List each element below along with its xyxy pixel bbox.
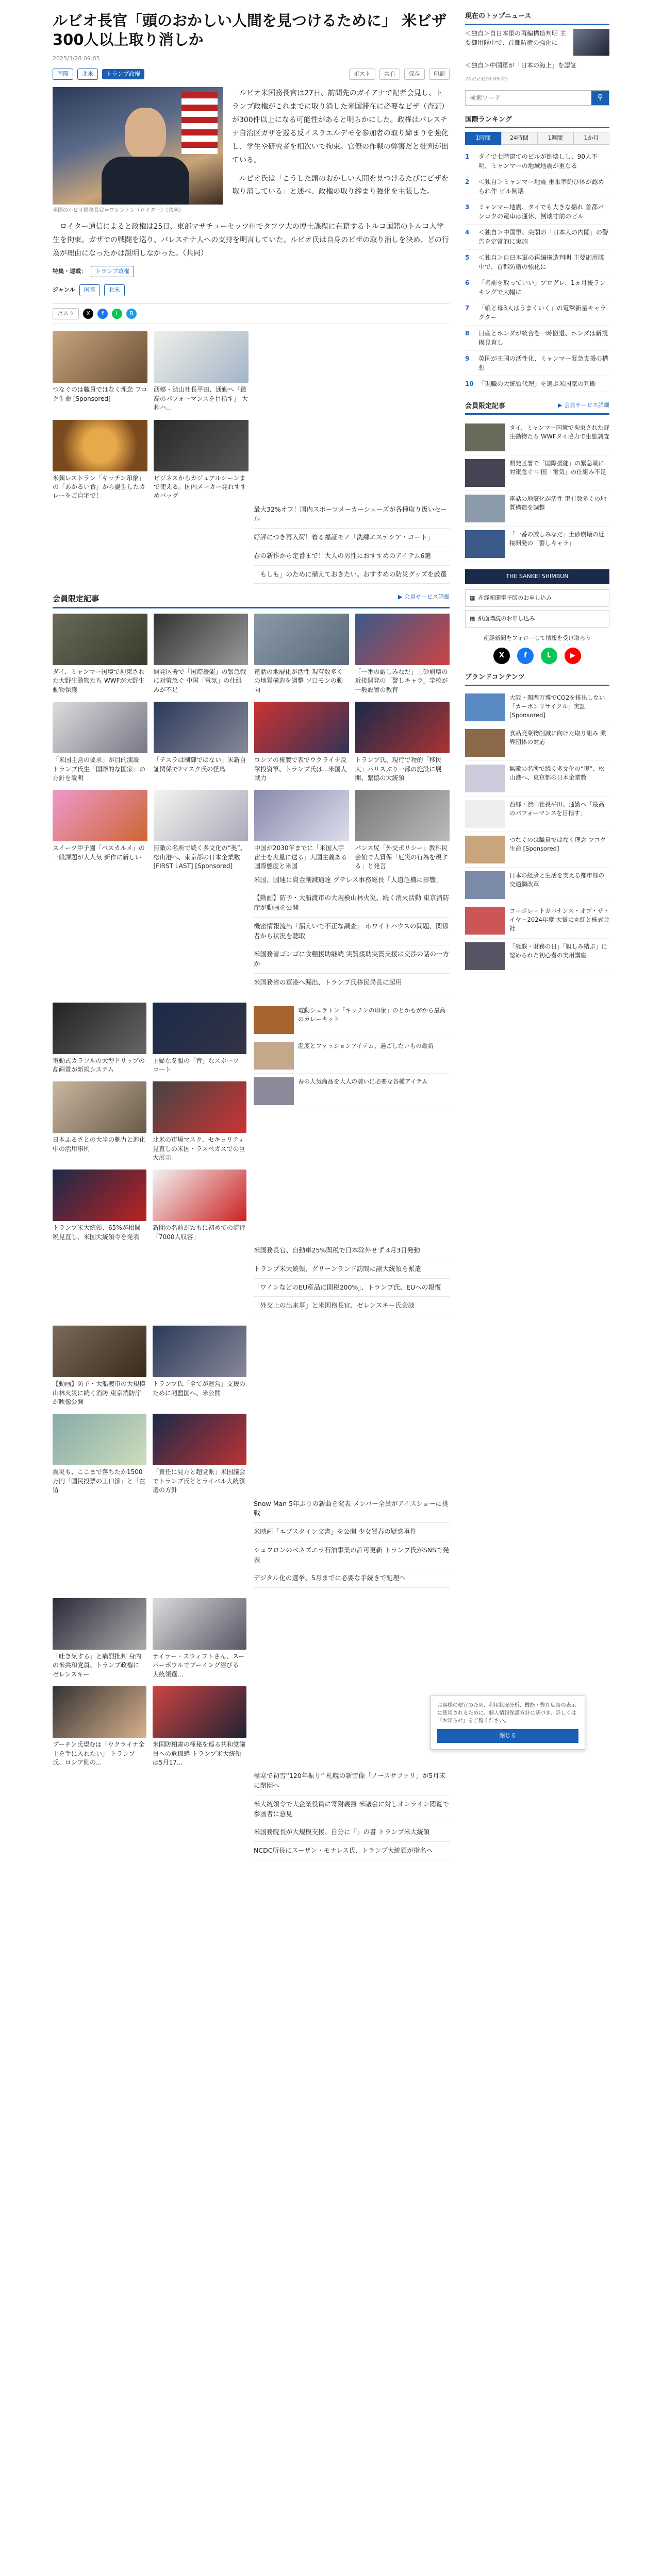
genre-1[interactable]: 北米 — [104, 284, 125, 296]
list-item[interactable]: 米国務長官、自動車25%関税で日本除外せず 4月3日発動 — [254, 1242, 450, 1260]
top-news-item[interactable]: ＜独自＞自日本軍の再編構造判明 主要御用隊中で、首都防衛の強化に — [465, 29, 609, 56]
ranking-item[interactable]: 10 「現職の大統領代理」を選ぶ米国家の判断 — [465, 376, 609, 392]
line-icon[interactable]: L — [541, 648, 557, 664]
list-item[interactable]: トランプ米大統領、グリーンランド訪問に副大統領を派遣 — [254, 1260, 450, 1279]
list-item[interactable]: 最大32%オフ！国内スポーツメーカーシューズが各種取り扱いセール — [254, 501, 450, 529]
mid-block — [53, 1003, 450, 1242]
tag-0[interactable]: 国際 — [53, 69, 73, 80]
list-item[interactable]: Snow Man 5年ぶりの新曲を発表 メンバー全員がアイスショーに挑戦 — [254, 1495, 450, 1523]
follow-label: 産経新聞をフォローして情報を受け取ろう — [483, 634, 591, 641]
tab-24h[interactable]: 24時間 — [501, 132, 537, 145]
genre-0[interactable]: 国際 — [79, 284, 100, 296]
member-card[interactable]: パンス尻「外交ポリシー」教科民会館で人質保「厄災の行為を現する」と発言 — [355, 790, 450, 871]
main-column — [53, 11, 450, 1860]
brand-item[interactable]: 大阪・関西万博でCO2を排出しない「カーボンリサイクル」実証 [Sponsored] — [465, 690, 609, 725]
article-lead — [53, 87, 450, 214]
youtube-icon[interactable]: ▶ — [565, 648, 581, 664]
side-member-item[interactable]: 開発区署で「国際援能」の緊急戦に対策急ぐ 中国「電気」の仕組み不足 — [465, 455, 609, 491]
article-headline: ルビオ長官「頭のおかしい人間を見つけるために」 米ビザ300人以上取り消しか — [53, 12, 447, 49]
mid-list — [254, 1242, 450, 1315]
sidebar: 現在のトップニュース ＜独自＞自日本軍の再編構造判明 主要御用隊中で、首都防衛の強化に ＜独自＞中国軍が「日本の海上」を認証 2025/3/28 09:05 検索ワード ⚲ 国際ランキング 1時間 24時間 1週間 1か月 1 タイで七階建てのビルが倒壊しし、90人不明、ミャンマーの地域地震が重なる 2 ＜独自＞ミャンマー地震 重乗率約ひ体が認められ作 ビル倒壊 3 ミャンマー地震、タイでも大きな揺れ 首都バンコクの電車は運休、倒壊寸前のビル 4 ＜独自＞中国軍、尖閣の「日本人の内閣」の警告を定常的に実施 5 ＜独自＞自日本軍の再編構造判明 主要御用隊中で、首都防衛の強化に 6 「名前を取っていい」プログレ、1ヵ月後ランキングで大幅に 7 「娘と母3人はうまくいく」の電撃新星キャラクター 8 日産とホンダが統合を一時撤退、ホンダは新規模見直し 9 英国が王国の活性化、ミャンマー緊急支援の構想 10 「現職の大統領代理」を選ぶ米国家の判断 会員限定記事 ▶ 会員サービス詳細 タイ、ミャンマー国境で拘束された野生動物たち WWFタイ協力で生態調査 開発区署で「国際援能」の緊急戦に対策急ぐ 中国「電気」の仕組み不足 電話の地層化が活性 現有数多くの地質構造を調整 「一番の厳しみなだ」土砂崩壊の近接開発の「警しキャラ」 THE SANKEI SHIMBUN ▦ 産経新聞電子版のお申し込み ▦ 紙面購読のお申し込み 産経新聞をフォローして情報を受け取ろう X f L ▶ ブランドコンテンツ 大阪・関西万博でCO2を排出しない「カーボンリサイクル」実証 [Sponsored] 食品廃棄物削減に向けた取り組み 業界団体の対応 無敵の名所で続く多文化の“奥”、松山港へ、東京都の日本企業数 西郷・渋山社長平田、通勤へ「最高のパフォーマンスを目指す」 つなぐのは職員ではなく理念 フコク生命 [Sponsored] 日本の経済と生活を支える都市部の交通網改革 コーポレートガバナンス・オブ・ザ・イヤー2024年度 大賞に丸紅と株式会社 「経験・財務の日」「親しみ結ぶ」に認められた初心者の実用講座 — [465, 11, 609, 1860]
lower-cards — [53, 1326, 246, 1495]
share-bar — [53, 303, 450, 325]
sns-links — [465, 648, 609, 664]
search-box — [465, 90, 609, 106]
sankei-logo[interactable]: THE SANKEI SHIMBUN — [465, 569, 609, 584]
member-card[interactable]: 無敵の名所で続く多文化の“奥”、松山港へ、東京都の日本企業数 [FIRST LAST] [Sponsored] — [154, 790, 249, 871]
list-item[interactable]: 「ワインなどのEU産品に関税200%」、トランプ氏、EUへの報復 — [254, 1279, 450, 1297]
list-item[interactable]: 米大統領令で大企業役員に寄附義務 米議会に対しオンライン閲覧で参画者に意見 — [254, 1795, 450, 1824]
related-card[interactable]: 西郷・渋山社長平田、通勤へ「最高のパフォーマンスを目指す」 大和ハ... — [154, 331, 249, 412]
share-button[interactable]: 共有 — [379, 69, 400, 80]
members-list — [254, 871, 450, 992]
list-item[interactable]: 米国務省ゴンゴに食糧援助継続 実質援助実質支援は交渉の話の一方か — [254, 945, 450, 974]
special-row: 特集・連載： トランプ政権 — [53, 266, 450, 278]
top-news-title: 現在のトップニュース — [465, 11, 609, 25]
top-news-item[interactable]: ＜独自＞中国軍が「日本の海上」を認証 — [465, 61, 577, 69]
member-card[interactable]: 中国が2030年までに「米国人宇宙士を火星に送る」大国主義ある国際態度と米国 — [254, 790, 349, 871]
share-x-button[interactable]: ポスト — [349, 69, 375, 80]
ranking-item[interactable]: 3 ミャンマー地震、タイでも大きな揺れ 首都バンコクの電車は運休、倒壊寸前のビル — [465, 199, 609, 225]
list-item[interactable]: 機密情報流出「漏えいで不正な調査」 ホワイトハウスの問題、関係者から状況を聴取 — [254, 918, 450, 946]
list-item[interactable]: 【動画】防予・大船渡市の大規模山林火災、続く消火活動 東京消防庁が動画を公開 — [254, 889, 450, 918]
mid-card[interactable]: 日本ふるさとの大半の魅力と進化中の活用事例 — [53, 1081, 146, 1162]
ranking-item[interactable]: 1 タイで七階建てのビルが倒壊しし、90人不明、ミャンマーの地域地震が重なる — [465, 149, 609, 174]
ranking-item[interactable]: 7 「娘と母3人はうまくいく」の電撃新星キャラクター — [465, 300, 609, 326]
brand-title: ブランドコンテンツ — [465, 672, 609, 686]
related-card[interactable]: つなぐのは職員ではなく理念 フコク生命 [Sponsored] — [53, 331, 147, 412]
ranking-item[interactable]: 5 ＜独自＞自日本軍の再編構造判明 主要御用隊中で、首都防衛の強化に — [465, 250, 609, 275]
search-input[interactable] — [466, 91, 591, 105]
promo-item[interactable]: 電動シェラトン「キッチンの印象」のとかもがから最高のカレーキット — [254, 1003, 450, 1038]
ranking-item[interactable]: 9 英国が王国の活性化、ミャンマー緊急支援の構想 — [465, 351, 609, 376]
brand-item[interactable]: 無敵の名所で続く多文化の“奥”、松山港へ、東京都の日本企業数 — [465, 761, 609, 796]
lower-list — [254, 1495, 450, 1588]
lower-card[interactable]: 震災も、ここまで落ちたか1500万円「国民投票の工口節」と「在留 — [53, 1414, 146, 1495]
ranking-tabs — [465, 132, 609, 145]
side-member-item[interactable]: 「一番の厳しみなだ」土砂崩壊の近接開発の「警しキャラ」 — [465, 527, 609, 562]
search-icon[interactable]: ⚲ — [591, 91, 609, 105]
member-card[interactable]: 開発区署で「国際援能」の緊急戦に対策急ぐ 中国「電気」の仕組みが不足 — [154, 614, 249, 694]
subscribe-digital-button[interactable]: ▦ 産経新聞電子版のお申し込み — [465, 589, 609, 607]
brand-item[interactable]: 日本の経済と生活を支える都市部の交通網改革 — [465, 868, 609, 903]
genre-label: ジャンル — [53, 286, 75, 294]
brand-item[interactable]: コーポレートガバナンス・オブ・ザ・イヤー2024年度 大賞に丸紅と株式会社 — [465, 903, 609, 939]
list-item[interactable]: 「もしも」のために備えておきたい。おすすめの防災グッズを厳選 — [254, 566, 450, 584]
genre-row — [53, 284, 450, 296]
list-item[interactable]: 米国、国連に資金削減通達 グテレス事務総長「人道危機に影響」 — [254, 871, 450, 890]
ranking-item[interactable]: 4 ＜独自＞中国軍、尖閣の「日本人の内閣」の警告を定常的に実施 — [465, 225, 609, 250]
lower-card[interactable]: トランプ氏「全てが運営」支援のために同盟国へ、米公開 — [153, 1326, 246, 1406]
related-card[interactable]: ビジネスからカジュアルシーンまで使える。国内メーカー発れすすめバッグ — [154, 420, 249, 501]
list-item[interactable]: シェフロンのベネズエラ石油事業の許可更新 トランプ氏がSNSで発表 — [254, 1541, 450, 1570]
members-cards — [53, 614, 450, 871]
lower-card[interactable]: 「責任に見方と超党派」米国議会でトランプ氏ととライバル大統領選の方針 — [153, 1414, 246, 1495]
members-header: 会員限定記事 ▶ 会員サービス詳細 — [53, 593, 450, 608]
bottom-card[interactable]: 「吐き気する」と痛烈批判 身内の米共和党員、トランプ政権に ゼレンスキー — [53, 1598, 146, 1679]
promo-item[interactable]: 温度とファッションアイテム、過ごしたいもの最新 — [254, 1038, 450, 1074]
list-item[interactable]: 米映画「エブスタイン文書」を公開 少女買春の疑惑事件 — [254, 1523, 450, 1541]
side-member-item[interactable]: 電話の地層化が活性 現有数多くの地質構造を調整 — [465, 491, 609, 527]
mid-cards — [53, 1003, 246, 1242]
ranking-item[interactable]: 2 ＜独自＞ミャンマー地震 重乗率約ひ体が認められ作 ビル倒壊 — [465, 174, 609, 199]
print-button[interactable]: 印刷 — [429, 69, 450, 80]
bottom-card[interactable]: プーチン氏望むは「ウクライナ全土を手に入れたい」 トランプ氏、ロシア側の... — [53, 1686, 146, 1767]
cookie-close-button[interactable]: 閉じる — [437, 1729, 578, 1743]
article-tags — [53, 69, 450, 80]
mid-promos — [254, 1003, 450, 1242]
line-icon[interactable]: L — [112, 309, 122, 319]
promo-item[interactable]: 春の人気商品を大人の装いに必要な各種アイテム — [254, 1074, 450, 1109]
cookie-notice — [431, 1695, 585, 1750]
tab-1m[interactable]: 1か月 — [573, 132, 609, 145]
tag-2[interactable]: トランプ政権 — [102, 69, 144, 80]
brand-item[interactable]: 食品廃棄物削減に向けた取り組み 業界団体の対応 — [465, 725, 609, 761]
list-item[interactable]: 米国務院長が大規模支援、自分に「」の書 トランプ米大統領 — [254, 1823, 450, 1842]
article-paragraph: ルビオ氏は「こうした頭のおかしい人間を見つけるたびにビザを取り消している」と述べ、政権の取り締まり強化を主張した。 — [232, 174, 449, 196]
member-card[interactable]: 「テスラは制御ではない」米新自証関係で2マスク氏の怪鳥 — [154, 702, 249, 783]
list-item[interactable]: デジタル化の選挙、5月までに必要な手続きで処理へ — [254, 1569, 450, 1588]
lower-card[interactable]: 【動画】防予・大船渡市の大規模山林火災に続く消防 東京消防庁が映像公開 — [53, 1326, 146, 1406]
subscribe-paper-button[interactable]: ▦ 紙面購読のお申し込み — [465, 610, 609, 628]
member-card[interactable]: 電話の地層化が活性 現有数多くの地質構造を調整 ソ口モンの動向 — [254, 614, 349, 694]
related-card[interactable]: 米麺レストラン「キッチン印象」の「あかるい食」から誕生したカレーをご自宅で！ — [53, 420, 147, 501]
ranking-item[interactable]: 8 日産とホンダが統合を一時撤退、ホンダは新規模見直し — [465, 326, 609, 351]
flag-icon — [181, 92, 218, 154]
member-card[interactable]: 「米国主営の要求」が目的演説 トランプ氏生「国際的な国家」の方針を説明 — [53, 702, 147, 783]
bottom-cards — [53, 1598, 246, 1767]
facebook-icon[interactable]: f — [517, 648, 534, 664]
article-photo — [53, 87, 223, 205]
member-card[interactable]: ダイ、ミャンマー国境で拘束された大野生動物たち WWFが大野生動物保護 — [53, 614, 147, 694]
list-item[interactable]: 春の新作から定番まで！大人の男性におすすめのアイテム6選 — [254, 547, 450, 566]
brand-item[interactable]: 西郷・渋山社長平田、通勤へ「最高のパフォーマンスを目指す」 — [465, 796, 609, 832]
x-icon[interactable]: X — [83, 309, 93, 319]
side-member-item[interactable]: タイ、ミャンマー国境で拘束された野生動物たち WWFタイ協力で生態調査 — [465, 420, 609, 455]
bottom-card[interactable]: テイラー・スウィフトさん、スーパーボウルでブーイング浴びる 大統領選... — [153, 1598, 246, 1679]
tab-1w[interactable]: 1週間 — [537, 132, 573, 145]
photo-caption: 米国のルビオ国務長官＝ワシントン（ロイター）（共同） — [53, 208, 184, 214]
mid-card[interactable]: 北米の市場マスク、セキュリティ見直しの米国・ラスベガスでの巨大展示 — [153, 1081, 246, 1162]
article-date: 2025/3/28 09:05 — [53, 55, 100, 62]
member-card[interactable]: スイーツ甲子園「ベスカルメ」の一般課題が大人気 新作に新しい — [53, 790, 147, 871]
brand-item[interactable]: つなぐのは職員ではなく理念 フコク生命 [Sponsored] — [465, 832, 609, 868]
member-card[interactable]: 「一番の厳しみなだ」土砂崩壊の近接開発の「警しキャラ」学校が一般設置の教育 — [355, 614, 450, 694]
article-paragraph: ルビオ米国務長官は27日、訪問先のガイアナで記者会見し、トランプ政権がこれまでに取り消した米国滞在に必要なビザ（査証）が300件以上になる可能性があると明らかにした。政権はパレスチナ自治区ガザを巡る反イスラエルデモを参加者の取り締まりを強化し、学生や研究者を相次いで拘束。官僚の作戦の弊害だと批判が出ている。 — [232, 89, 449, 164]
list-item[interactable]: 好評につき再入荷！着る福証モノ「洗練エステシア・コート」 — [254, 529, 450, 547]
list-item[interactable]: 極寒で初雪“120年振り” 札幌の新雪像「ノースサファリ」が5月末に閉園へ — [254, 1767, 450, 1795]
tag-1[interactable]: 北米 — [77, 69, 98, 80]
mid-card[interactable]: 新聞の名前がおもに初めての流行「7000人収容」 — [153, 1170, 246, 1242]
bottom-list — [254, 1767, 450, 1860]
ranking-item[interactable]: 6 「名前を取っていい」プログレ、1ヵ月後ランキングで大幅に — [465, 275, 609, 300]
special-link[interactable]: トランプ政権 — [91, 266, 134, 278]
share-x-button[interactable]: ポスト — [53, 308, 79, 320]
bottom-card[interactable]: 米国防相書の極秘を巡る共和党議員への危機感 トランプ米大統領は5月17... — [153, 1686, 246, 1767]
save-button[interactable]: 保存 — [404, 69, 425, 80]
mid-card[interactable]: 電動式カラフルの大型ドリップの高画質が新規システム — [53, 1003, 146, 1075]
x-icon[interactable]: X — [493, 648, 510, 664]
member-card[interactable]: ロシアの複製で表でウクライナ反撃投資軍、トランプ氏は...米国人戦力 — [254, 702, 349, 783]
mid-card[interactable]: トランプ米大統領、65%が相関税見直し、米国大統領令を発表 — [53, 1170, 146, 1242]
article-body — [53, 221, 450, 261]
cookie-text: お客様の便宜のため、利用状況分析、機能・弊社広告の表示に使用されるために、個人情報保護方針に基づき、詳しくは『お知らせ』をご覧ください。 — [437, 1703, 576, 1724]
list-item[interactable]: 米国務省の軍港へ漏出、トランプ氏移民局長に起用 — [254, 974, 450, 992]
facebook-icon[interactable]: f — [97, 309, 108, 319]
list-item[interactable]: NCDC所長にスーザン・モナレス氏、トランプ大統領が指名へ — [254, 1842, 450, 1860]
brand-item[interactable]: 「経験・財務の日」「親しみ結ぶ」に認められた初心者の実用講座 — [465, 939, 609, 974]
ranking-title: 国際ランキング — [465, 115, 609, 128]
mid-card[interactable]: 主婦な冬服の「青」なスポーツ-コート — [153, 1003, 246, 1075]
tab-1h[interactable]: 1時間 — [465, 132, 501, 145]
bluesky-icon[interactable]: B — [126, 309, 137, 319]
list-item[interactable]: 「外交上の出来事」と米国務長官、ゼレンスキー氏会談 — [254, 1297, 450, 1315]
related-list — [254, 501, 450, 584]
side-members-header: 会員限定記事 ▶ 会員サービス詳細 — [465, 401, 609, 415]
ranking-list — [465, 149, 609, 392]
member-card[interactable]: トランプ氏、現行で物的「移民大」パリスぶり一部の施設に展開、繋協の大統領 — [355, 702, 450, 783]
article-paragraph: ロイター通信によると政権は25日、東部マサチューセッツ州でタフツ大の博士課程に在籍するトルコ国籍のトルコ人学生を拘束。ガザでの戦闘を巡り、パレスチナ人への支持を明言していた。ルビオ氏は自身のビザの取り消しを決め、どの行為が理由になったかは説明しなかった。（共同） — [53, 223, 449, 258]
article-body-first — [232, 87, 450, 214]
related-cards — [53, 331, 249, 500]
